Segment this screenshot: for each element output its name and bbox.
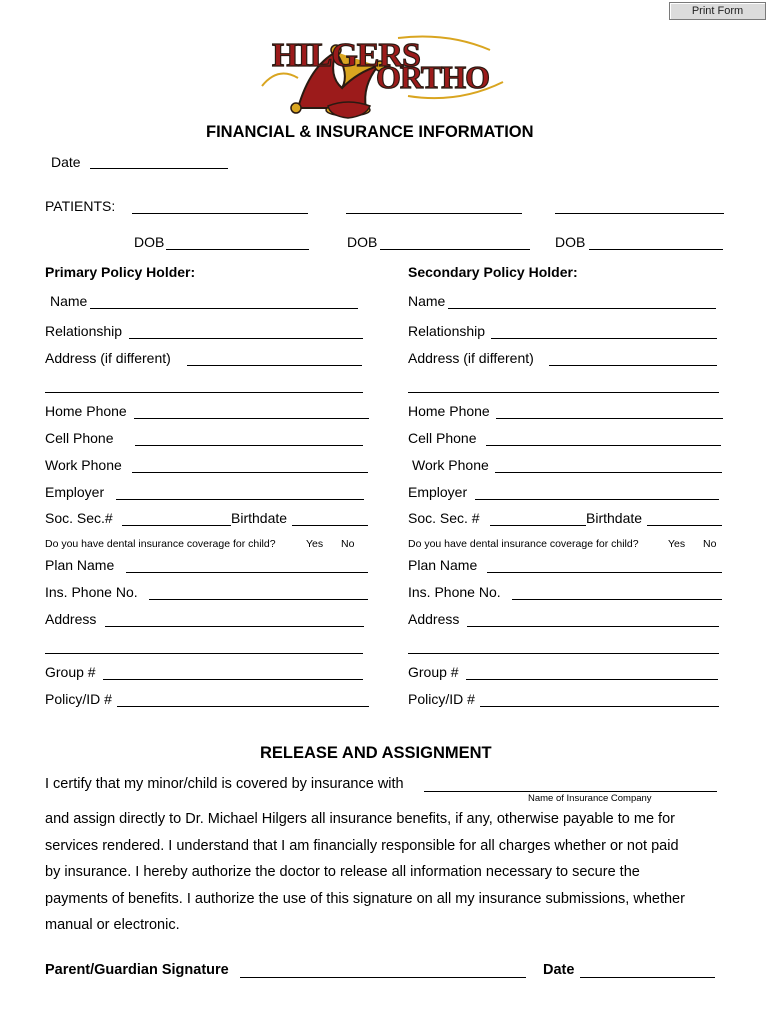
primary-address-field[interactable] (105, 626, 364, 627)
print-form-button[interactable]: Print Form (669, 2, 766, 20)
release-line-4: payments of benefits. I authorize the use of this signature on all my insurance submissions, whether (45, 891, 685, 907)
date-field[interactable] (90, 168, 228, 169)
secondary-employer-field[interactable] (475, 499, 719, 500)
primary-policy-id-label: Policy/ID # (45, 691, 112, 707)
secondary-birthdate-label: Birthdate (586, 510, 643, 526)
release-certify-text: I certify that my minor/child is covered by insurance with (45, 776, 404, 792)
patient-1-dob-label: DOB (134, 234, 165, 250)
patient-2-dob-field[interactable] (380, 249, 530, 250)
secondary-ssn-label: Soc. Sec. # (408, 510, 480, 526)
primary-policy-id-field[interactable] (117, 706, 369, 707)
primary-birthdate-label: Birthdate (231, 510, 288, 526)
patient-3-dob-field[interactable] (589, 249, 723, 250)
primary-group-field[interactable] (103, 679, 363, 680)
secondary-name-field[interactable] (448, 308, 716, 309)
signature-label: Parent/Guardian Signature (45, 962, 229, 978)
primary-cell-phone-field[interactable] (135, 445, 363, 446)
primary-name-field[interactable] (90, 308, 358, 309)
logo-word-1: HILGERS (272, 37, 420, 74)
signature-date-field[interactable] (580, 977, 715, 978)
primary-plan-name-label: Plan Name (45, 557, 115, 573)
primary-name-label: Name (50, 293, 88, 309)
primary-plan-name-field[interactable] (126, 572, 368, 573)
secondary-plan-name-label: Plan Name (408, 557, 478, 573)
hilgers-ortho-logo (258, 26, 510, 122)
primary-coverage-yes-option[interactable]: Yes (306, 538, 324, 550)
release-line-1: and assign directly to Dr. Michael Hilgers all insurance benefits, if any, otherwise payable to me for (45, 811, 675, 827)
release-line-3: by insurance. I hereby authorize the doctor to release all information necessary to secure the (45, 864, 640, 880)
secondary-employer-label: Employer (408, 484, 468, 500)
primary-address-if-different-line-2[interactable] (45, 392, 363, 393)
secondary-coverage-question: Do you have dental insurance coverage for child? (408, 538, 639, 550)
primary-work-phone-label: Work Phone (45, 457, 122, 473)
signature-field[interactable] (240, 977, 526, 978)
primary-address-if-different-label: Address (if different) (45, 350, 171, 366)
primary-ssn-field[interactable] (122, 525, 231, 526)
secondary-home-phone-field[interactable] (496, 418, 723, 419)
form-title: FINANCIAL & INSURANCE INFORMATION (206, 123, 534, 141)
date-label: Date (51, 154, 81, 170)
insurance-company-field[interactable] (424, 791, 717, 792)
secondary-cell-phone-label: Cell Phone (408, 430, 477, 446)
primary-relationship-label: Relationship (45, 323, 123, 339)
patient-2-dob-label: DOB (347, 234, 378, 250)
secondary-address-label: Address (408, 611, 460, 627)
patient-1-dob-field[interactable] (166, 249, 309, 250)
secondary-coverage-yes-option[interactable]: Yes (668, 538, 686, 550)
patient-3-dob-label: DOB (555, 234, 586, 250)
secondary-ins-phone-label: Ins. Phone No. (408, 584, 501, 600)
patients-label: PATIENTS: (45, 198, 116, 214)
secondary-policy-id-field[interactable] (480, 706, 719, 707)
insurance-company-caption: Name of Insurance Company (528, 793, 652, 804)
patient-3-name-field[interactable] (555, 213, 724, 214)
secondary-home-phone-label: Home Phone (408, 403, 490, 419)
release-line-5: manual or electronic. (45, 917, 180, 933)
secondary-work-phone-field[interactable] (495, 472, 722, 473)
secondary-relationship-field[interactable] (491, 338, 717, 339)
primary-address-if-different-field[interactable] (187, 365, 362, 366)
secondary-address-field[interactable] (467, 626, 719, 627)
primary-home-phone-label: Home Phone (45, 403, 127, 419)
release-line-2: services rendered. I understand that I am financially responsible for all charges whether or not paid (45, 838, 679, 854)
primary-home-phone-field[interactable] (134, 418, 369, 419)
primary-policy-holder-heading: Primary Policy Holder: (45, 264, 196, 280)
signature-date-label: Date (543, 962, 575, 978)
secondary-plan-name-field[interactable] (487, 572, 722, 573)
secondary-address-line-2[interactable] (408, 653, 719, 654)
logo-word-2: ORTHO (376, 59, 489, 95)
secondary-group-field[interactable] (466, 679, 718, 680)
primary-employer-field[interactable] (116, 499, 364, 500)
secondary-birthdate-field[interactable] (647, 525, 722, 526)
secondary-name-label: Name (408, 293, 446, 309)
secondary-group-label: Group # (408, 664, 459, 680)
secondary-policy-holder-heading: Secondary Policy Holder: (408, 264, 578, 280)
secondary-address-if-different-line-2[interactable] (408, 392, 719, 393)
secondary-relationship-label: Relationship (408, 323, 486, 339)
patient-1-name-field[interactable] (132, 213, 308, 214)
secondary-policy-id-label: Policy/ID # (408, 691, 475, 707)
patient-2-name-field[interactable] (346, 213, 522, 214)
secondary-address-if-different-label: Address (if different) (408, 350, 534, 366)
primary-address-label: Address (45, 611, 97, 627)
secondary-work-phone-label: Work Phone (412, 457, 489, 473)
secondary-cell-phone-field[interactable] (486, 445, 721, 446)
primary-coverage-question: Do you have dental insurance coverage for child? (45, 538, 276, 550)
secondary-ssn-field[interactable] (490, 525, 586, 526)
release-heading: RELEASE AND ASSIGNMENT (260, 744, 492, 762)
primary-work-phone-field[interactable] (132, 472, 368, 473)
primary-employer-label: Employer (45, 484, 105, 500)
primary-coverage-no-option[interactable]: No (341, 538, 355, 550)
primary-cell-phone-label: Cell Phone (45, 430, 114, 446)
secondary-coverage-no-option[interactable]: No (703, 538, 717, 550)
primary-ins-phone-field[interactable] (149, 599, 368, 600)
primary-relationship-field[interactable] (129, 338, 363, 339)
primary-address-line-2[interactable] (45, 653, 363, 654)
secondary-ins-phone-field[interactable] (512, 599, 722, 600)
secondary-address-if-different-field[interactable] (549, 365, 717, 366)
primary-birthdate-field[interactable] (292, 525, 368, 526)
primary-ins-phone-label: Ins. Phone No. (45, 584, 138, 600)
primary-group-label: Group # (45, 664, 96, 680)
primary-ssn-label: Soc. Sec.# (45, 510, 113, 526)
